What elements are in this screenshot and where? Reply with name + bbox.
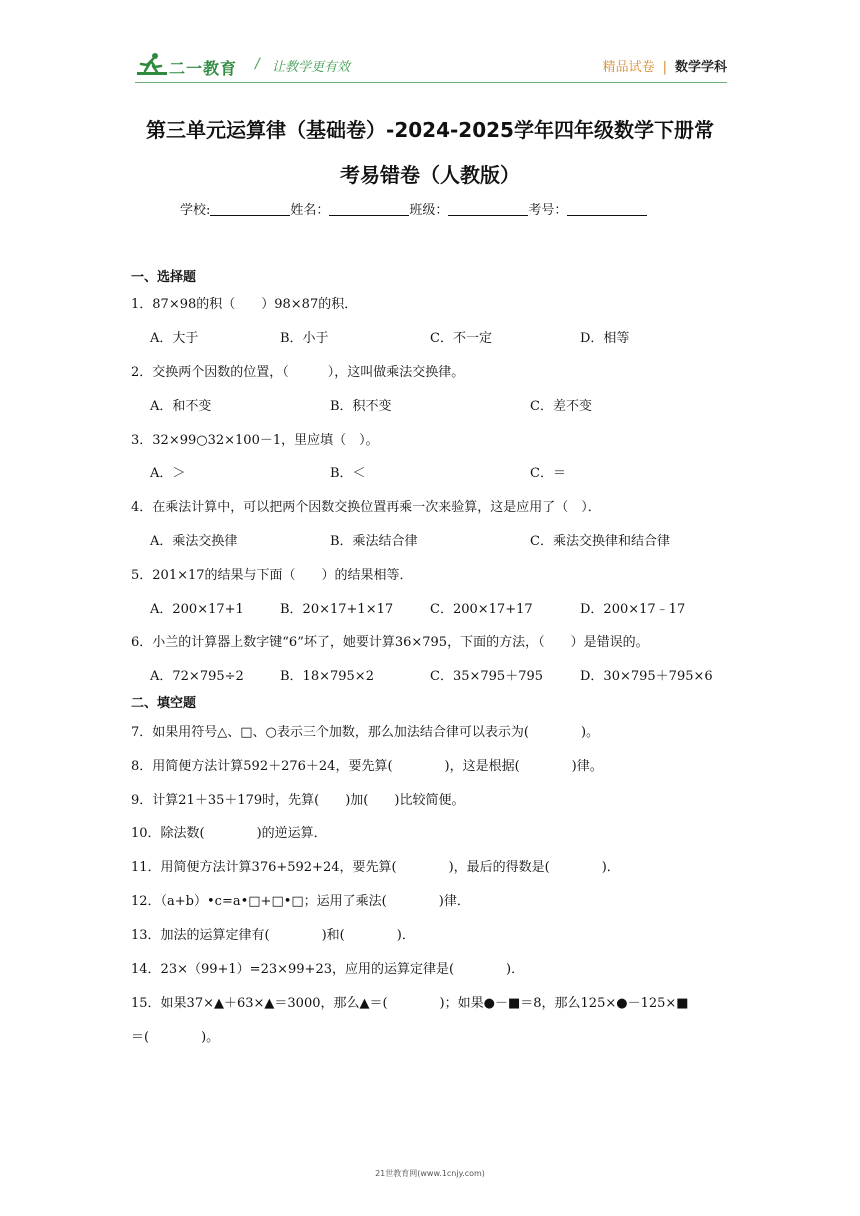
exam-no-label: 考号： (528, 203, 568, 218)
page-footer: 21世教育网(www.1cnjy.com) (375, 1169, 485, 1178)
question-15-line2: ＝( )。 (131, 1030, 220, 1045)
q2-option-c[interactable]: C．差不变 (530, 399, 592, 414)
name-blank[interactable] (329, 202, 409, 216)
question-15-line1: 15．如果37×▲＋63×▲＝3000，那么▲＝( )；如果●－■＝8，那么125×●－125×■ (131, 996, 689, 1011)
slogan: 让教学更有效 (272, 60, 351, 75)
q3-option-c[interactable]: C．＝ (530, 466, 566, 481)
question-8: 8．用简便方法计算592＋276＋24，要先算( )，这是根据( )律。 (131, 759, 603, 774)
slogan-separator: / (255, 56, 260, 72)
q1-option-c[interactable]: C．不一定 (430, 331, 492, 346)
class-label: 班级： (409, 203, 449, 218)
question-10: 10．除法数( )的逆运算． (131, 826, 327, 841)
q6-option-b[interactable]: B．18×795×2 (280, 669, 374, 684)
q5-option-a[interactable]: A．200×17+1 (150, 602, 244, 617)
q2-option-b[interactable]: B．积不变 (330, 399, 392, 414)
question-4: 4．在乘法计算中，可以把两个因数交换位置再乘一次来验算，这是应用了（ ）． (131, 500, 601, 515)
page-header (135, 50, 727, 82)
question-3: 3．32×99○32×100－1，里应填（ ）。 (131, 433, 379, 448)
q1-option-b[interactable]: B．小于 (280, 331, 329, 346)
page-title-line1: 第三单元运算律（基础卷）-2024-2025学年四年级数学下册常 (146, 118, 714, 142)
question-14: 14．23×（99+1）=23×99+23，应用的运算定律是( )． (131, 962, 525, 977)
q5-option-d[interactable]: D．200×17﹣17 (580, 602, 686, 617)
question-1: 1．87×98的积（ ）98×87的积． (131, 297, 358, 312)
question-13: 13．加法的运算定律有( )和( )． (131, 928, 415, 943)
exam-no-blank[interactable] (567, 202, 647, 216)
tag-divider: | (662, 60, 667, 75)
question-6: 6．小兰的计算器上数字键“6”坏了，她要计算36×795，下面的方法，（ ）是错误的。 (131, 635, 649, 650)
subject-tag: 数学学科 (674, 60, 727, 75)
q4-option-c[interactable]: C．乘法交换律和结合律 (530, 534, 670, 549)
q3-option-b[interactable]: B．＜ (330, 466, 366, 481)
class-blank[interactable] (448, 202, 528, 216)
q6-option-d[interactable]: D．30×795＋795×6 (580, 669, 713, 684)
name-label: 姓名： (290, 203, 330, 218)
header-divider (135, 82, 727, 83)
premium-tag: 精品试卷 (602, 60, 655, 75)
question-2: 2．交换两个因数的位置，（ ），这叫做乘法交换律。 (131, 365, 465, 380)
runner-icon (135, 52, 169, 78)
q3-option-a[interactable]: A．＞ (150, 466, 186, 481)
question-5: 5．201×17的结果与下面（ ）的结果相等． (131, 568, 413, 583)
school-label: 学校: (180, 203, 211, 218)
q5-option-b[interactable]: B．20×17+1×17 (280, 602, 394, 617)
student-info (180, 199, 647, 218)
school-blank[interactable] (210, 202, 290, 216)
q6-option-c[interactable]: C．35×795＋795 (430, 669, 544, 684)
question-9: 9．计算21＋35＋179时，先算( )加( )比较简便。 (131, 793, 465, 808)
q1-option-a[interactable]: A．大于 (150, 331, 199, 346)
q1-option-d[interactable]: D．相等 (580, 331, 630, 346)
section-choice: 一、选择题 (131, 270, 197, 285)
q6-option-a[interactable]: A．72×795÷2 (150, 669, 244, 684)
logo (135, 50, 247, 80)
q5-option-c[interactable]: C．200×17+17 (430, 602, 533, 617)
logo-text: 二一教育 (169, 59, 238, 78)
q4-option-a[interactable]: A．乘法交换律 (150, 534, 238, 549)
question-7: 7．如果用符号△、□、○表示三个加数，那么加法结合律可以表示为( )。 (131, 725, 600, 740)
q2-option-a[interactable]: A．和不变 (150, 399, 212, 414)
q4-option-b[interactable]: B．乘法结合律 (330, 534, 418, 549)
section-fill: 二、填空题 (131, 696, 197, 711)
question-12: 12．（a+b）•c=a•□+□•□；运用了乘法( )律． (131, 894, 470, 909)
question-11: 11．用简便方法计算376+592+24，要先算( )，最后的得数是( )． (131, 860, 620, 875)
header-tags (603, 56, 727, 75)
page-title-line2: 考易错卷（人教版） (340, 163, 520, 187)
